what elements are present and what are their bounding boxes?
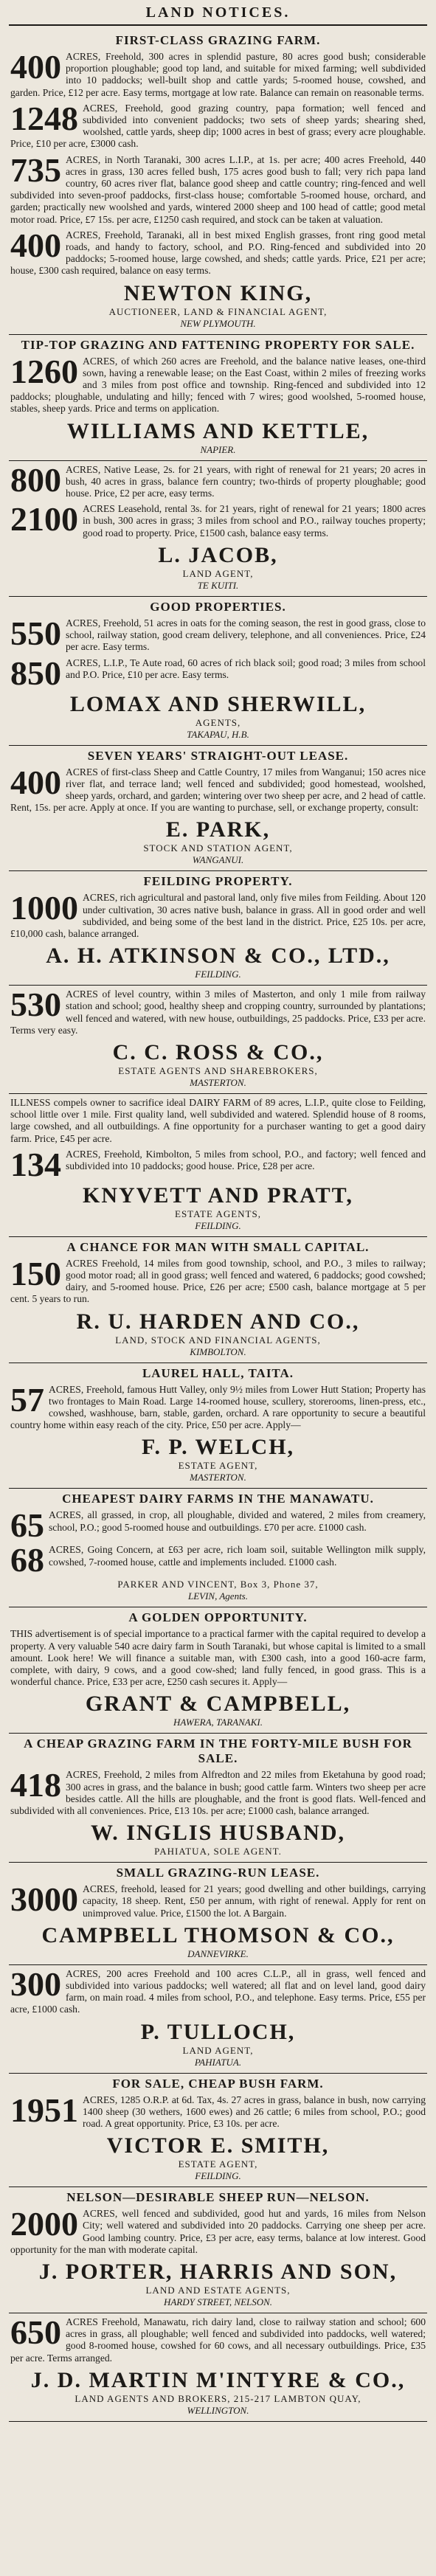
listing-paragraph [10,48,426,99]
notice-heading: GOOD PROPERTIES. [150,599,286,614]
acreage-figure: 850 [10,654,61,692]
agent-signature [10,2260,426,2308]
agent-signature [10,944,426,980]
agent-role: LAND AGENT, [182,567,254,579]
agent-location: HARDY STREET, NELSON. [163,2296,273,2308]
agent-signature [10,1923,426,1960]
agent-name: W. INGLIS HUSBAND, [91,1821,345,1846]
land-notice [9,986,427,1094]
agent-signature [10,543,426,592]
newspaper-page [9,0,427,2422]
notice-heading: SMALL GRAZING-RUN LEASE. [116,1866,320,1880]
acreage-figure: 2000 [10,2205,78,2243]
listing-text: ACRES, Going Concern, at £63 per acre, rich loam soil, suitable Wellington milk supply, cowshed, 7-roomed house, cattle and implements included. £1000 cash. [49,1544,426,1568]
notice-heading: FEILDING PROPERTY. [143,874,293,889]
acreage-figure: 150 [10,1254,61,1292]
listing-text: ACRES, Freehold, 2 miles from Alfredton and 22 miles from Eketahuna by good road; 300 acres in grass, and the balance in bush; good cattle farm. Winters two sheep per acre besides cattle. All the hills are ploughable, and the front is good flats. Well-fenced and subdivided with all conveniences. Price, £13 10s. per acre; £1000 cash, balance arranged. [10,1769,426,1816]
agent-signature [10,1183,426,1232]
agent-signature [10,817,426,866]
listing-text: ACRES Freehold, 14 miles from good township, school, and P.O., 3 miles to railway; good motor road; all in good grass; well fenced and watered, 6 paddocks; good cowshed; dairy, and 5-roomed house. Price, £26 per acre; £500 cash, balance mortgage at 5 per cent. 5 years to run. [10,1257,426,1305]
agent-signature [10,2020,426,2068]
land-notice [9,30,427,335]
agent-role: LAND, STOCK AND FINANCIAL AGENTS, [115,1334,321,1346]
land-notice [9,2187,427,2313]
listing-paragraph [10,2205,426,2256]
agent-name: E. PARK, [165,817,271,842]
agent-location: NAPIER. [200,443,236,455]
listing-paragraph [10,763,426,814]
agent-name: KNYVETT AND PRATT, [83,1183,353,1208]
listing-paragraph [10,1254,426,1306]
notice-heading: LAUREL HALL, TAITA. [142,1365,294,1380]
agent-signature [10,1692,426,1728]
agent-name: A. H. ATKINSON & CO., LTD., [46,944,390,969]
agent-location: LEVIN, Agents. [187,1590,248,1602]
land-notice [9,1363,427,1489]
agent-name: J. PORTER, HARRIS AND SON, [38,2260,398,2285]
agent-location: PAHIATUA. [194,2056,242,2068]
listing-paragraph [10,460,426,500]
agent-role: PAHIATUA, SOLE AGENT. [154,1846,282,1857]
listing-paragraph [10,988,426,1036]
land-notice [9,335,427,461]
land-notice [9,1965,427,2074]
agent-role: ESTATE AGENT, [178,1460,258,1472]
page-title: LAND NOTICES. [9,4,427,26]
listing-text: ILLNESS compels owner to sacrifice ideal DAIRY FARM of 89 acres, L.I.P., quite close to Feilding, school little over 1 mile. First quality land, well subdivided and watered. Splendid house of 8 rooms, large cowshed, and all outbuildings. A fine opportunity for a purchaser wanting to get a good dairy farm. Price, £45 per acre. [10,1096,426,1144]
land-notice [9,1734,427,1863]
agent-name: P. TULLOCH, [140,2019,296,2044]
agent-name: J. D. MARTIN M'INTYRE & CO., [30,2367,406,2392]
listing-text: ACRES, of which 260 acres are Freehold, and the balance native leases, one-third sown, having a renewable lease; on the East Coast, within 2 miles of freezing works and 3 miles from post office and township. Ring-fenced and subdivided into 12 paddocks; ploughable, undulating and hilly; fenced with 7 wires; good woolshed, 5-roomed house, stables, sheep yards. Price and terms on application. [10,355,426,415]
listing-paragraph [10,1145,426,1183]
acreage-figure: 800 [10,460,61,499]
agent-role: ESTATE AGENTS AND SHAREBROKERS, [118,1064,318,1076]
listing-paragraph [10,1628,426,1688]
agent-signature [10,281,426,330]
listing-text: ACRES, L.I.P., Te Aute road, 60 acres of rich black soil; good road; 3 miles from school and P.O. Price, £10 per acre. Easy terms. [66,657,426,680]
acreage-figure: 3000 [10,1880,78,1919]
listing-paragraph [10,1766,426,1817]
notice-heading: TIP-TOP GRAZING AND FATTENING PROPERTY FOR SALE. [21,337,415,352]
land-notice [9,1489,427,1607]
listing-paragraph [10,352,426,415]
listing-paragraph [10,2313,426,2364]
listing-text: ACRES, all grassed, in crop, all ploughable, divided and watered, 2 miles from creamery, school, P.O.; good 5-roomed house and outbuildings. £70 per acre. £1000 cash. [49,1509,426,1533]
agent-name: WILLIAMS AND KETTLE, [66,418,370,443]
ads-column [9,30,427,2422]
acreage-figure: 400 [10,763,61,801]
listing-text: ACRES, rich agricultural and pastoral land, only five miles from Feilding. About 120 under cultivation, 30 acres native bush, balance in grass. All in good order and well subdivided, and being some of the best land in the district. Price, £25 10s. per acre, £10,000 cash, balance arranged. [10,892,426,939]
agent-location: NEW PLYMOUTH. [180,317,256,329]
listing-text: ACRES, Freehold, Taranaki, all in best mixed English grasses, front ring good metal roads, and handy to factory, school, and P.O. Ring-fenced and subdivided into 20 paddocks; 5-roomed house, large cowshed, and sheds; cattle yards. Price, £21 per acre; house, £300 cash required, balance on easy terms. [10,229,426,277]
listing-paragraph [10,1964,426,2016]
listing-paragraph [10,1097,426,1145]
agent-location: MASTERTON. [190,1076,246,1088]
listing-paragraph [10,500,426,539]
listing-text: THIS advertisement is of special importance to a practical farmer with the capital required to develop a property. A very valuable 540 acre dairy farm in South Taranaki, but whose capital is limited to a small amount. Look here! We will finance a suitable man, with £300 cash, into a good 160-acre farm, complete, with dairy, 9 cows, and a good cow-shed; land fully fenced, in good grass. This is a wonderful chance. Price, £33 per acre, £250 cash secures it. Apply— [10,1628,426,1688]
acreage-figure: 57 [10,1380,44,1419]
listing-paragraph [10,1380,426,1432]
agent-role: ESTATE AGENT, [178,2158,258,2170]
agent-role: LAND AGENT, [182,2044,254,2056]
land-notice [9,2313,427,2422]
agent-location: MASTERTON. [190,1472,246,1483]
acreage-figure: 1260 [10,352,78,390]
listing-paragraph [10,2091,426,2130]
acreage-figure: 1000 [10,889,78,927]
acreage-figure: 300 [10,1964,61,2003]
acreage-figure: 650 [10,2313,61,2352]
land-notice [9,1863,427,1965]
agent-location: FEILDING. [195,969,241,980]
agent-name: CAMPBELL THOMSON & CO., [41,1922,395,1947]
agent-role: LAND AGENTS AND BROKERS, 215-217 LAMBTON QUAY, [75,2392,361,2404]
listing-text: ACRES of level country, within 3 miles of Masterton, and only 1 mile from railway station and school; good, healthy sheep and cropping country, surrounded by plantations; well fenced and watered, with new house, outbuildings, 25 paddocks. Price, £33 per acre. Terms very easy. [10,988,426,1036]
notice-heading: FOR SALE, CHEAP BUSH FARM. [112,2076,324,2091]
agent-name: F. P. WELCH, [141,1435,295,1460]
agent-name: VICTOR E. SMITH, [106,2133,330,2158]
listing-text: ACRES, Freehold, good grazing country, papa formation; well fenced and subdivided into convenient paddocks; two sets of sheep yards; shearing shed, woolshed, cattle yards, sheep dip; 1000 acres in best of grass; every acre ploughable. Price, £10 per acre, £3000 cash. [10,102,426,150]
listing-text: ACRES, Native Lease, 2s. for 21 years, with right of renewal for 21 years; 20 acres in bush, 40 acres in grass, balance fern country; two-thirds of property ploughable; good house. Price, £2 per acre, easy terms. [66,463,426,499]
acreage-figure: 530 [10,986,61,1024]
land-notice [9,1237,427,1363]
agent-location: HAWERA, TARANAKI. [173,1717,263,1728]
agent-signature [10,692,426,741]
agent-signature [10,419,426,456]
notice-heading: FIRST-CLASS GRAZING FARM. [115,33,321,47]
agent-signature [10,1435,426,1483]
agent-role: STOCK AND STATION AGENT, [143,842,293,854]
notice-heading: A GOLDEN OPPORTUNITY. [128,1610,308,1625]
listing-paragraph [10,1880,426,1919]
listing-paragraph [10,1541,426,1579]
agent-location: DANNEVIRKE. [187,1947,249,1959]
listing-text: ACRES, Freehold, 51 acres in oats for the coming season, the rest in good grass, close to school, railway station, good cream delivery, telephone, and all conveniences. Price, £24 per acre. Easy terms. [66,617,426,653]
agent-location: KIMBOLTON. [190,1346,246,1357]
land-notice [9,461,427,597]
listing-text: ACRES Freehold, Manawatu, rich dairy land, close to railway station and school; 600 acres in grass, all ploughable; well fenced and subdivided into paddocks, well watered; good 8-roomed house, cowshed for 60 cows, and all necessary outbuildings. Price, £35 per acre. Terms arranged. [10,2316,426,2364]
agent-name: R. U. HARDEN AND CO., [76,1309,360,1334]
listing-paragraph [10,99,426,150]
listing-text: ACRES, in North Taranaki, 300 acres L.I.P., at 1s. per acre; 400 acres Freehold, 440 acres in grass, 130 acres felled bush, 175 acres good bush to fall; very rich papa land country, 60 acres river flat, balance good sheep and cattle country; ring-fenced and well subdivided into seven-proof paddocks, first-class house; comfortable 5-roomed house, orchard, and garden; practically new woolshed and yards, wintered 2000 sheep and 100 head of cattle; good metal motor road. Price, £7 15s. per acre, £1250 cash required, and stock can be taken at valuation. [10,153,426,225]
acreage-figure: 400 [10,48,61,86]
notice-heading: SEVEN YEARS' STRAIGHT-OUT LEASE. [87,748,349,763]
listing-paragraph [10,889,426,940]
land-notice [9,2074,427,2188]
agent-name: NEWTON KING, [123,280,313,305]
agent-signature [10,2368,426,2417]
land-notice [9,746,427,872]
agent-location: WELLINGTON. [187,2404,249,2416]
acreage-figure: 68 [10,1541,44,1579]
agent-location: FEILDING. [195,1219,241,1231]
notice-heading: A CHEAP GRAZING FARM IN THE FORTY-MILE BUSH FOR SALE. [24,1737,412,1766]
agent-role: AUCTIONEER, LAND & FINANCIAL AGENT, [108,305,328,317]
listing-text: ACRES Leasehold, rental 3s. for 21 years, right of renewal for 21 years; 1800 acres in bush, 300 acres in grass; 3 miles from school and P.O., railway touches property; good road to property. Price, £1500 cash, balance easy terms. [83,503,426,539]
agent-signature [10,1040,426,1089]
agent-signature [10,1309,426,1358]
agent-location: WANGANUI. [192,854,244,866]
land-notice [9,871,427,986]
land-notice [9,1607,427,1734]
acreage-figure: 400 [10,226,61,264]
notice-heading: A CHANCE FOR MAN WITH SMALL CAPITAL. [66,1239,370,1254]
listing-text: ACRES, Freehold, 300 acres in splendid pasture, 80 acres good bush; considerable proportion ploughable; good top land, and suitable for mixed farming; well subdivided into 10 paddocks; well-built shop and cattle yards; 5-roomed house, cowshed, and garden. Price, £12 per acre. Easy terms, mortgage at low rate. Balance can remain on reasonable terms. [10,51,426,98]
acreage-figure: 134 [10,1145,61,1183]
agent-signature [10,2133,426,2182]
listing-text: ACRES of first-class Sheep and Cattle Country, 17 miles from Wanganui; 150 acres nice river flat, and terrace land; well fenced and subdivided; good homestead, woolshed, sheep yards, orchard, and garden; wintering over two sheep per acre, and 2 head of cattle. Rent, 15s. per acre. Apply at once. If you are wanting to purchase, sell, or exchange property, consult: [10,766,426,814]
agent-name: C. C. ROSS & CO., [112,1039,324,1064]
acreage-figure: 1951 [10,2091,78,2129]
agent-location: FEILDING. [195,2170,241,2182]
listing-paragraph [10,226,426,277]
listing-paragraph [10,1506,426,1545]
agent-name: LOMAX AND SHERWILL, [69,691,367,716]
listing-paragraph [10,654,426,692]
agent-name: GRANT & CAMPBELL, [85,1692,351,1717]
listing-paragraph [10,150,426,226]
listing-text: ACRES, 1285 O.R.P. at 6d. Tax, 4s. 27 acres in grass, balance in bush, now carrying 1400 sheep (30 wethers, 1600 ewes) and 26 cattle; 6 miles from school, P.O.; good road. A great opportunity. Price, £3 10s. per acre. [83,2094,426,2130]
agent-role: PARKER AND VINCENT, Box 3, Phone 37, [117,1579,319,1590]
land-notice [9,597,427,746]
acreage-figure: 418 [10,1766,61,1804]
notice-heading: NELSON—DESIRABLE SHEEP RUN—NELSON. [66,2190,370,2205]
agent-name: L. JACOB, [158,542,278,567]
agent-role: ESTATE AGENTS, [175,1208,261,1219]
notice-heading: CHEAPEST DAIRY FARMS IN THE MANAWATU. [62,1492,374,1506]
agent-location: TE KUITI. [197,579,239,591]
acreage-figure: 1248 [10,99,78,137]
land-notice [9,1094,427,1237]
acreage-figure: 2100 [10,500,78,539]
listing-text: ACRES, freehold, leased for 21 years; good dwelling and other buildings, carrying capacity, 18 sheep. Rent, £50 per annum, with right of renewal. Apply for rent on unimproved value. Price, £1500 the lot. A Bargain. [83,1883,426,1919]
agent-location: TAKAPAU, H.B. [187,728,249,740]
acreage-figure: 735 [10,150,61,189]
acreage-figure: 550 [10,614,61,652]
agent-role: LAND AND ESTATE AGENTS, [145,2285,291,2296]
agent-role: AGENTS, [195,716,241,728]
listing-paragraph [10,614,426,654]
listing-text: ACRES, well fenced and subdivided, good hut and yards, 16 miles from Nelson City; well watered and subdivided into 20 paddocks. Carrying one sheep per acre. Good lambing country. Price, £3 per acre, easy terms, balance at low interest. Good opportunity for the man with moderate capital. [10,2208,426,2255]
listing-text: ACRES, Freehold, Kimbolton, 5 miles from school, P.O., and factory; well fenced and subdivided into 10 paddocks; good house. Price, £28 per acre. [66,1148,426,1171]
listing-text: ACRES, 200 acres Freehold and 100 acres C.L.P., all in grass, well fenced and subdivided into various paddocks; well watered; all flat and on level land, good dairy farm, on main road. 4 miles from school, P.O., and telephone. Easy terms. Price, £55 per acre, £1000 cash. [10,1967,426,2015]
listing-text: ACRES, Freehold, famous Hutt Valley, only 9½ miles from Lower Hutt Station; Property has two frontages to Main Road. Large 14-roomed house, scullery, storerooms, linen-press, etc., cowshed, washhouse, barn, stable, garden, orchard. A rare opportunity to secure a beautiful country home within easy reach of the city. Price, £50 per acre. Apply— [10,1383,426,1431]
acreage-figure: 65 [10,1506,44,1545]
agent-signature [10,1579,426,1602]
agent-signature [10,1821,426,1857]
